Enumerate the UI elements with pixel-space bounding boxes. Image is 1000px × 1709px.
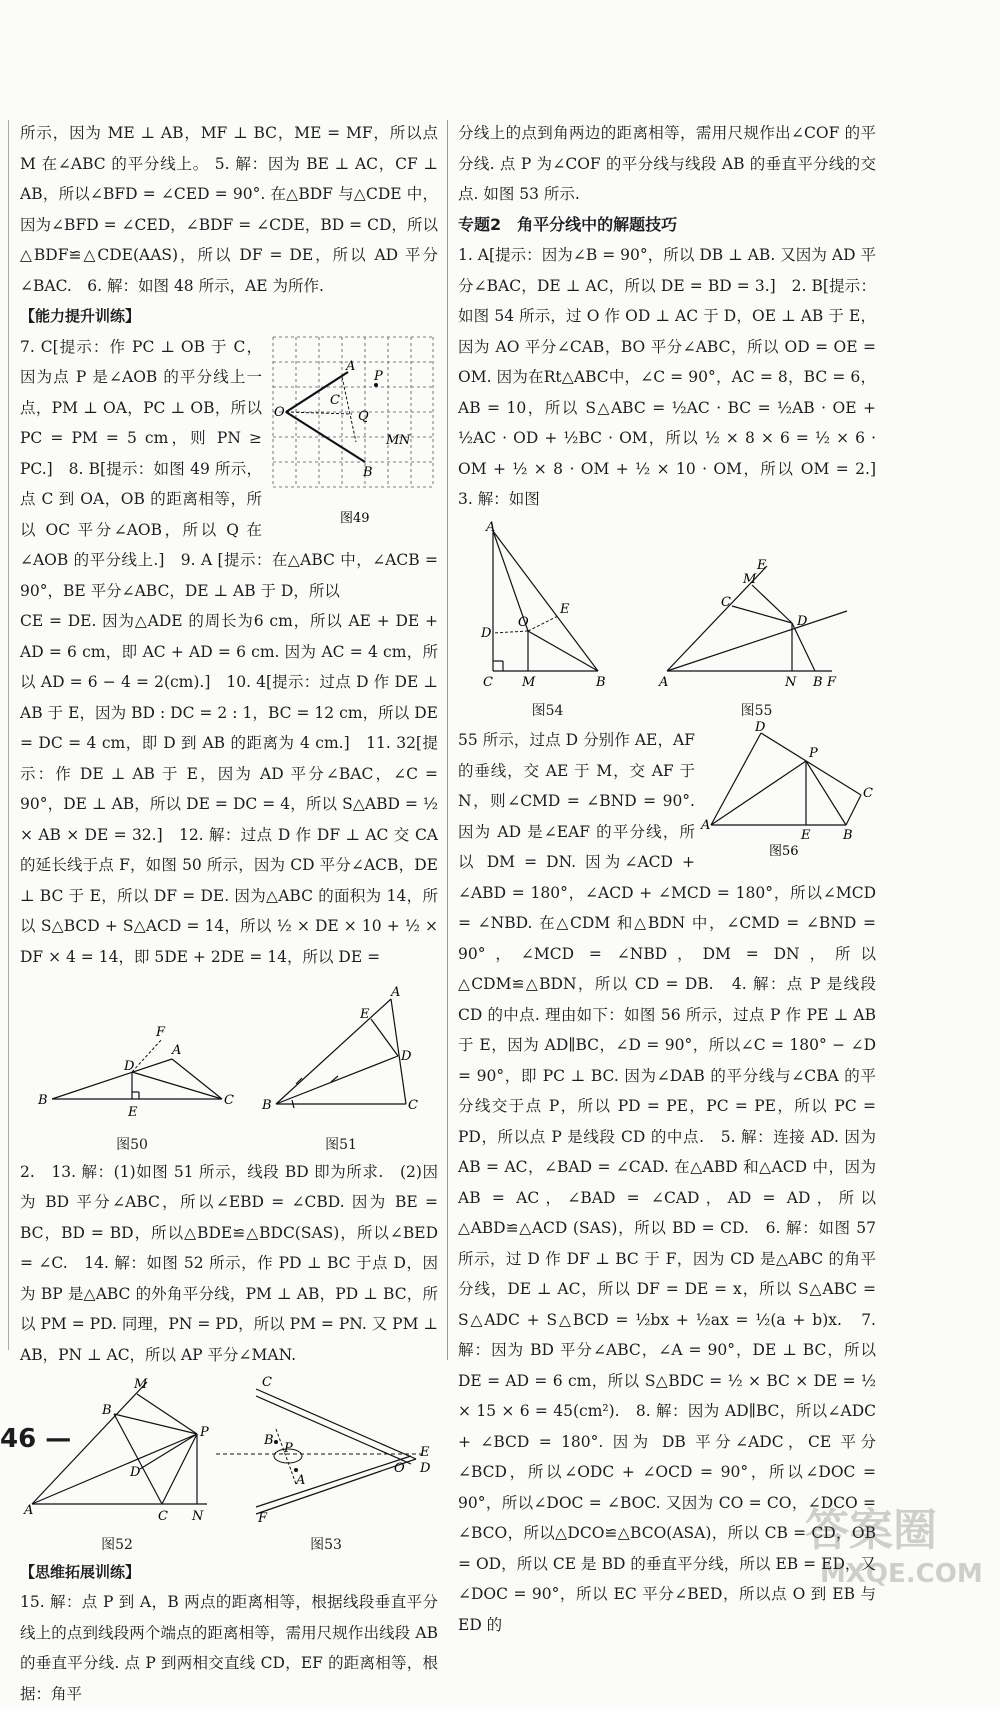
svg-text:N: N <box>399 432 411 448</box>
svg-text:B: B <box>363 464 373 480</box>
answer-block-15: 15. 解：点 P 到 A，B 两点的距离相等，根据线段垂直平分线上的点到线段两个端点的距离相等，需用尺规作出线段 AB 的垂直平分线. 点 P 到两相交直线 CD，EF 的距离相等，根据：角平 <box>20 1593 438 1703</box>
page-number: 46 — <box>0 1424 72 1454</box>
answer-block-9-12: CE = DE. 因为△ADE 的周长为6 cm，所以 AE + DE + AD = 6 cm，即 AC + AD = 6 cm. 因为 AC = 4 cm，所以 AD = 6 − 4 = 2(cm).] 10. 4[提示：过点 D 作 DE ⊥ AB 于 E，因为 BD : DC = 2 : 1，BC = 12 cm，所以 DE = DC = 4 cm，即 D 到 AB 的距离为 4 cm.] 11. 32[提示：作 DE ⊥ AB 于 E，因为 AD 平分∠BAC，∠C = 90°，DE ⊥ AB，所以 DE = DC = 4，所以 S△ABD = ½ × AB × DE = 32.] 12. 解：过点 D 作 DF ⊥ AC 交 CA 的延长线于点 F，如图 50 所示，因为 CD 平分∠ACB，DE ⊥ BC 于 E，所以 DF = DE. 因为△ABC 的面积为 14，所以 S△BCD + S△ACD = 14，所以 ½ × DE × 10 + ½ × DF × 4 = 14，即 5DE + 2DE = 14，所以 DE = <box>20 612 438 966</box>
topic-title: 专题2 角平分线中的解题技巧 <box>458 214 678 234</box>
svg-text:D: D <box>420 1461 431 1476</box>
svg-text:Q: Q <box>358 408 369 424</box>
figure-52 <box>22 1374 212 1555</box>
svg-text:D: D <box>796 613 807 629</box>
svg-text:E: E <box>420 1445 430 1460</box>
svg-text:D: D <box>124 1059 135 1074</box>
svg-text:E: E <box>559 601 569 617</box>
svg-text:C: C <box>482 674 493 690</box>
watermark-site: MXQE.COM <box>820 1559 983 1589</box>
svg-text:P: P <box>200 1425 209 1440</box>
svg-text:A: A <box>701 818 711 833</box>
svg-text:D: D <box>480 625 491 641</box>
figure-55-caption: 图55 <box>740 703 773 719</box>
svg-text:C: C <box>158 1509 168 1524</box>
svg-text:E: E <box>801 828 811 843</box>
svg-text:B: B <box>595 674 606 690</box>
answer-block-7-9: 7. C[提示：作 PC ⊥ OB 于 C，因为点 P 是∠AOB 的平分线上一点，PM ⊥ OA，PC ⊥ OB，所以 PC = PM = 5 cm，则 PN ≥ PC.] 8. B[提示：如图 49 所示，点 C 到 OA，OB 的距离相等，所以 OC 平分∠AOB，所以 Q 在∠AOB 的平分线上.] 9. A [提示：在△ABC 中，∠ACB = 90°，BE 平分∠ABC，DE ⊥ AB 于 D，所以 <box>20 337 438 600</box>
svg-text:D: D <box>401 1049 412 1064</box>
svg-text:N: N <box>192 1509 204 1524</box>
svg-text:P: P <box>809 746 818 761</box>
svg-text:O: O <box>517 614 529 630</box>
svg-text:O: O <box>394 1461 405 1476</box>
svg-text:C: C <box>330 392 340 408</box>
section-heading-thinking: 【思维拓展训练】 <box>20 1562 141 1581</box>
figure-55 <box>657 557 857 722</box>
answer-block-13-14: 2. 13. 解：(1)如图 51 所示，线段 BD 即为所求. (2)因为 BD 平分∠ABC，所以∠EBD = ∠CBD. 因为 BE = BC，BD = BD，所以△BDE≌△BDC(SAS)，所以∠BED = ∠C. 14. 解：如图 52 所示，作 PD ⊥ BC 于点 D，因为 BP 是△ABC 的外角平分线，PM ⊥ AB，PD ⊥ BC，所以 PM = PD. 同理，PN = PD，所以 PM = PN. 又 PM ⊥ AB，PN ⊥ AC，所以 AP 平分∠MAN. <box>20 1162 438 1364</box>
figure-54-caption: 图54 <box>531 703 564 719</box>
svg-text:C: C <box>262 1375 272 1390</box>
figure-56-caption: 图56 <box>769 844 799 859</box>
svg-text:C: C <box>863 786 873 801</box>
svg-text:B: B <box>38 1093 48 1108</box>
watermark-brand: 答案圈 <box>805 1505 937 1556</box>
figure-52-caption: 图52 <box>101 1536 133 1553</box>
figure-49 <box>268 332 438 532</box>
svg-text:D: D <box>130 1465 141 1480</box>
svg-text:P: P <box>374 368 383 384</box>
watermark-logo <box>800 1490 990 1590</box>
figure-49-caption: 图49 <box>340 510 370 526</box>
figure-54 <box>478 521 618 722</box>
left-margin-line <box>8 120 9 1350</box>
svg-text:A: A <box>346 358 356 374</box>
svg-text:B: B <box>262 1098 272 1113</box>
svg-text:B: B <box>102 1403 112 1418</box>
column-divider <box>447 120 448 1360</box>
left-column <box>20 118 438 1709</box>
svg-text:A: A <box>658 674 668 690</box>
svg-text:D: D <box>755 720 766 735</box>
svg-text:C: C <box>720 594 731 610</box>
svg-text:C: C <box>408 1098 418 1113</box>
section-heading-ability: 【能力提升训练】 <box>20 307 141 325</box>
figure-53 <box>216 1374 436 1555</box>
svg-text:P: P <box>284 1441 293 1456</box>
topic2-answers-3-8: 55 所示，过点 D 分别作 AE，AF 的垂线，交 AE 于 M，交 AF 于 N，则∠CMD = ∠BND = 90°. 因为 AD 是∠EAF 的平分线，所以 DM = DN. 因为∠ACD + ∠ABD = 180°，∠ACD + ∠MCD = 180°，所以∠MCD = ∠NBD. 在△CDM 和△BDN 中，∠CMD = ∠BND = 90°，∠MCD = ∠NBD，DM = DN，所以△CDM≌△BDN，所以 CD = DB. 4. 解：点 P 是线段 CD 的中点. 理由如下：如图 56 所示，过点 P 作 PE ⊥ AB 于 E，因为 AD∥BC，∠D = 90°，所以∠C = 180° − ∠D = 90°，即 PC ⊥ BC. 因为∠DAB 的平分线与∠CBA 的平分线交于点 P，所以 PD = PE，PC = PE，所以 PC = PD，所以点 P 是线段 CD 的中点. 5. 解：连接 AD. 因为 AB = AC，∠BAD = ∠CAD. 在△ABD 和△ACD 中，因为 AB = AC，∠BAD = ∠CAD，AD = AD，所以△ABD≌△ACD (SAS)，所以 BD = CD. 6. 解：如图 57 所示，过 D 作 DF ⊥ BC 于 F，因为 CD 是△ABC 的角平分线，DE ⊥ AC，所以 DF = DE = x，所以 S△ABC = S△ADC + S△BCD = ½bx + ½ax = ½(a + b)x. 7. 解：因为 BD 平分∠ABC，∠A = 90°，DE ⊥ BC，所以 DE = AD = 6 cm，所以 S△BDC = ½ × BC × DE = ½ × 15 × 6 = 45(cm²). 8. 解：因为 AD∥BC，所以∠ADC + ∠BCD = 180°. 因为 DB 平分∠ADC，CE 平分∠BCD，所以∠ODC + ∠OCD = 90°，所以∠DOC = 90°，所以∠DOC = ∠BOC. 又因为 CO = CO，∠DCO = ∠BCO，所以△DCO≌△BCO(ASA)，所以 CB = CD，OB = OD，所以 CE 是 BD 的垂直平分线，所以 EB = ED，又∠DOC = 90°，所以 EC 平分∠BED，所以点 O 到 EB 与 ED 的 <box>458 731 876 1634</box>
svg-text:M: M <box>742 571 756 587</box>
figure-53-caption: 图53 <box>310 1536 342 1553</box>
figure-50-caption: 图50 <box>116 1136 148 1153</box>
svg-text:A: A <box>391 985 401 1000</box>
svg-text:B: B <box>264 1433 274 1448</box>
svg-text:M: M <box>134 1377 148 1392</box>
figure-56 <box>701 720 876 860</box>
svg-text:E: E <box>756 557 766 573</box>
svg-text:N: N <box>784 674 796 690</box>
figure-51-caption: 图51 <box>325 1136 357 1153</box>
figure-51 <box>256 984 426 1155</box>
svg-text:F: F <box>258 1511 268 1526</box>
svg-text:E: E <box>360 1007 370 1022</box>
svg-text:O: O <box>274 404 285 420</box>
topic2-answers-1-3: 1. A[提示：因为∠B = 90°，所以 DB ⊥ AB. 又因为 AD 平分∠BAC，DE ⊥ AC，所以 DE = BD = 3.] 2. B[提示：如图 54 所示，过 O 作 OD ⊥ AC 于 D，OE ⊥ AB 于 E，因为 AO 平分∠CAB，BO 平分∠ABC，所以 OD = OE = OM. 因为在Rt△ABC中，∠C = 90°，AC = 8，BC = 6，AB = 10，所以 S△ABC = ½AC · BC = ½AB · OE + ½AC · OD + ½BC · OM，所以 ½ × 8 × 6 = ½ × 6 · OM + ½ × 8 · OM + ½ × 10 · OM，所以 OM = 2.] 3. 解：如图 <box>458 246 892 508</box>
svg-text:A: A <box>172 1043 182 1058</box>
svg-text:B: B <box>812 674 823 690</box>
svg-text:C: C <box>224 1093 234 1108</box>
svg-text:F: F <box>826 674 836 690</box>
svg-text:B: B <box>843 828 853 843</box>
svg-text:M: M <box>386 432 400 448</box>
svg-text:A: A <box>485 519 495 535</box>
svg-text:A: A <box>296 1473 306 1488</box>
figure-50 <box>32 1004 232 1155</box>
svg-text:F: F <box>156 1025 166 1040</box>
right-column <box>458 118 892 1640</box>
svg-text:M: M <box>521 674 535 690</box>
answer-block-15-cont: 分线上的点到角两边的距离相等，需用尺规作出∠COF 的平分线. 点 P 为∠COF 的平分线与线段 AB 的垂直平分线的交点. 如图 53 所示. <box>458 124 876 203</box>
svg-text:E: E <box>128 1105 138 1120</box>
answer-block-5-6: 所示，因为 ME ⊥ AB，MF ⊥ BC，ME = MF，所以点 M 在∠ABC 的平分线上。 5. 解：因为 BE ⊥ AC，CF ⊥ AB，所以∠BFD = ∠CED = 90°. 在△BDF 与△CDE 中，因为∠BFD = ∠CED，∠BDF = ∠CDE，BD = CD，所以△BDF≌△CDE(AAS)，所以 DF = DE，所以 AD 平分∠BAC. 6. 解：如图 48 所示，AE 为所作. <box>20 124 438 295</box>
svg-text:A: A <box>24 1503 34 1518</box>
